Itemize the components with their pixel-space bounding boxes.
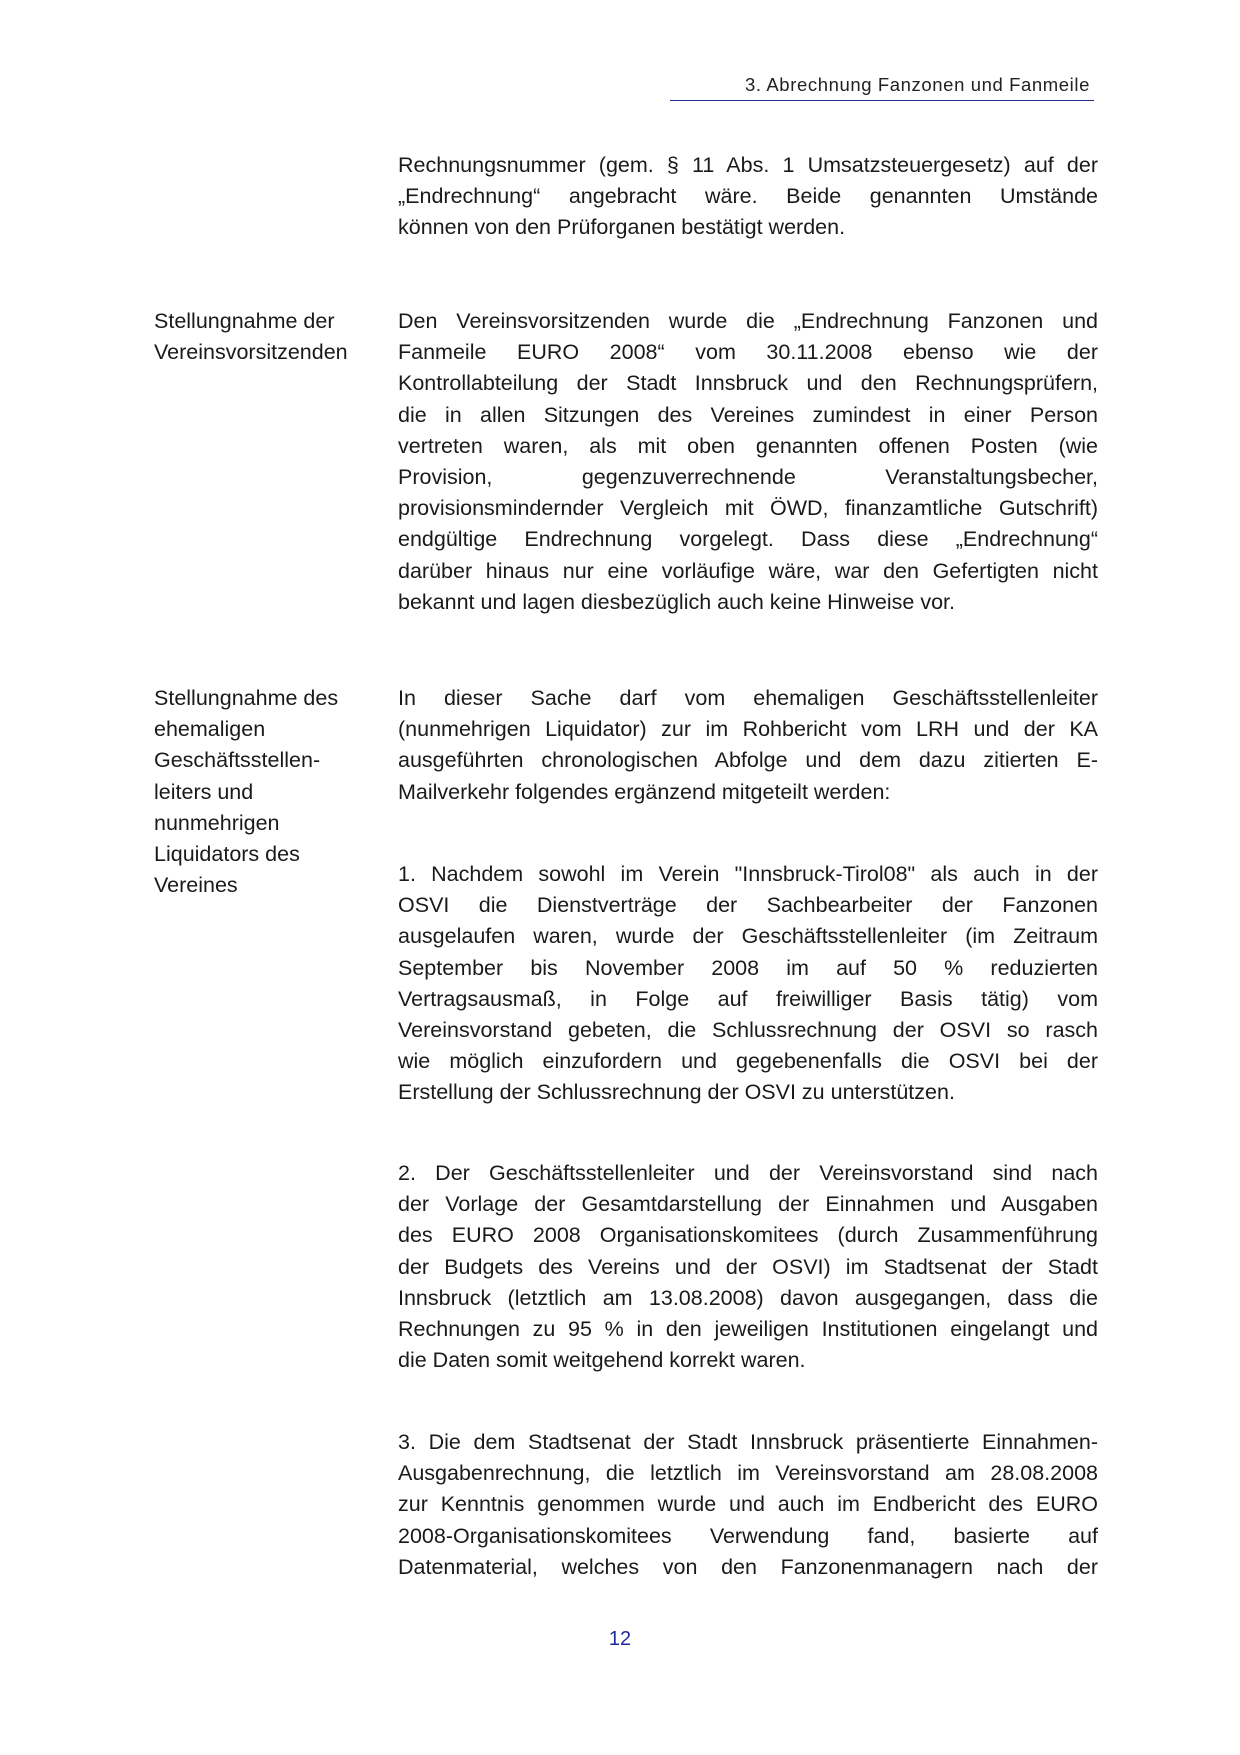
text-line: 2. Der Geschäftsstellenleiter und der Vereinsvorstand sind nach xyxy=(398,1161,1098,1185)
text-line: der Budgets des Vereins und der OSVI) im Stadtsenat der Stadt xyxy=(398,1254,1098,1279)
text-line: „Endrechnung“ angebracht wäre. Beide genannten Umstände xyxy=(398,184,1098,209)
text-line: ausgeführten chronologischen Abfolge und dem dazu zitierten E- xyxy=(398,748,1098,773)
header-title: 3. Abrechnung Fanzonen und Fanmeile xyxy=(745,74,1090,95)
text-line: 3. Die dem Stadtsenat der Stadt Innsbruck präsentierte Einnahmen- xyxy=(398,1430,1098,1454)
text-line: Innsbruck (letztlich am 13.08.2008) davon ausgegangen, dass die xyxy=(398,1285,1098,1310)
text-line: die in allen Sitzungen des Vereines zumindest in einer Person xyxy=(398,402,1098,427)
intro-paragraph xyxy=(398,150,1098,244)
section2-paragraph-1 xyxy=(398,859,1098,1109)
section1-paragraph xyxy=(398,306,1098,618)
text-line: OSVI die Dienstverträge der Sachbearbeiter der Fanzonen xyxy=(398,893,1098,918)
text-line: vertreten waren, als mit oben genannten offenen Posten (wie xyxy=(398,433,1098,458)
text-line: In dieser Sache darf vom ehemaligen Geschäftsstellenleiter xyxy=(398,686,1098,710)
text-line: Datenmaterial, welches von den Fanzonenmanagern nach der xyxy=(398,1554,1098,1579)
section2-paragraph-2 xyxy=(398,1158,1098,1376)
text-line: 2008-Organisationskomitees Verwendung fand, basierte auf xyxy=(398,1523,1098,1548)
section2-label: Stellungnahme des ehemaligen Geschäftsstellen- leiters und nunmehrigen Liquidators des Vereines xyxy=(154,686,339,898)
text-line: Vertragsausmaß, in Folge auf freiwilliger Basis tätig) vom xyxy=(398,986,1098,1011)
text-line: zur Kenntnis genommen wurde und auch im Endbericht des EURO xyxy=(398,1492,1098,1517)
text-line: September bis November 2008 im auf 50 % reduzierten xyxy=(398,955,1098,980)
text-line: Vereinsvorstand gebeten, die Schlussrechnung der OSVI so rasch xyxy=(398,1017,1098,1042)
page-header xyxy=(670,72,1094,101)
text-line: die Daten somit weitgehend korrekt waren. xyxy=(398,1348,806,1373)
text-line: provisionsmindernder Vergleich mit ÖWD, finanzamtliche Gutschrift) xyxy=(398,496,1098,521)
text-line: Rechnungsnummer (gem. § 11 Abs. 1 Umsatzsteuergesetz) auf der xyxy=(398,153,1098,177)
text-line: Kontrollabteilung der Stadt Innsbruck und den Rechnungsprüfern, xyxy=(398,371,1098,396)
text-line: Rechnungen zu 95 % in den jeweiligen Institutionen eingelangt und xyxy=(398,1316,1098,1341)
section1-label: Stellungnahme der Vereinsvorsitzenden xyxy=(154,309,348,365)
text-line: ausgelaufen waren, wurde der Geschäftsstellenleiter (im Zeitraum xyxy=(398,924,1098,949)
text-line: bekannt und lagen diesbezüglich auch keine Hinweise vor. xyxy=(398,589,955,614)
section2-paragraph-0 xyxy=(398,683,1098,808)
text-line: Mailverkehr folgendes ergänzend mitgeteilt werden: xyxy=(398,779,891,804)
text-line: können von den Prüforganen bestätigt werden. xyxy=(398,215,846,240)
text-line: (nunmehrigen Liquidator) zur im Rohbericht vom LRH und der KA xyxy=(398,717,1098,742)
text-line: Fanmeile EURO 2008“ vom 30.11.2008 ebenso wie der xyxy=(398,340,1098,365)
text-line: darüber hinaus nur eine vorläufige wäre, war den Gefertigten nicht xyxy=(398,558,1098,583)
text-line: 1. Nachdem sowohl im Verein "Innsbruck-Tirol08" als auch in der xyxy=(398,862,1098,886)
text-line: Provision, gegenzuverrechnende Veranstaltungsbecher, xyxy=(398,464,1098,489)
text-line: endgültige Endrechnung vorgelegt. Dass diese „Endrechnung“ xyxy=(398,527,1098,552)
text-line: des EURO 2008 Organisationskomitees (durch Zusammenführung xyxy=(398,1223,1098,1248)
text-line: Erstellung der Schlussrechnung der OSVI zu unterstützen. xyxy=(398,1080,955,1105)
section2-paragraph-3 xyxy=(398,1427,1098,1583)
text-line: Ausgabenrechnung, die letztlich im Vereinsvorstand am 28.08.2008 xyxy=(398,1461,1098,1486)
text-line: Den Vereinsvorsitzenden wurde die „Endrechnung Fanzonen und xyxy=(398,309,1098,333)
text-line: der Vorlage der Gesamtdarstellung der Einnahmen und Ausgaben xyxy=(398,1192,1098,1217)
text-line: wie möglich einzufordern und gegebenenfalls die OSVI bei der xyxy=(398,1049,1098,1074)
page-number: 12 xyxy=(608,1628,632,1650)
